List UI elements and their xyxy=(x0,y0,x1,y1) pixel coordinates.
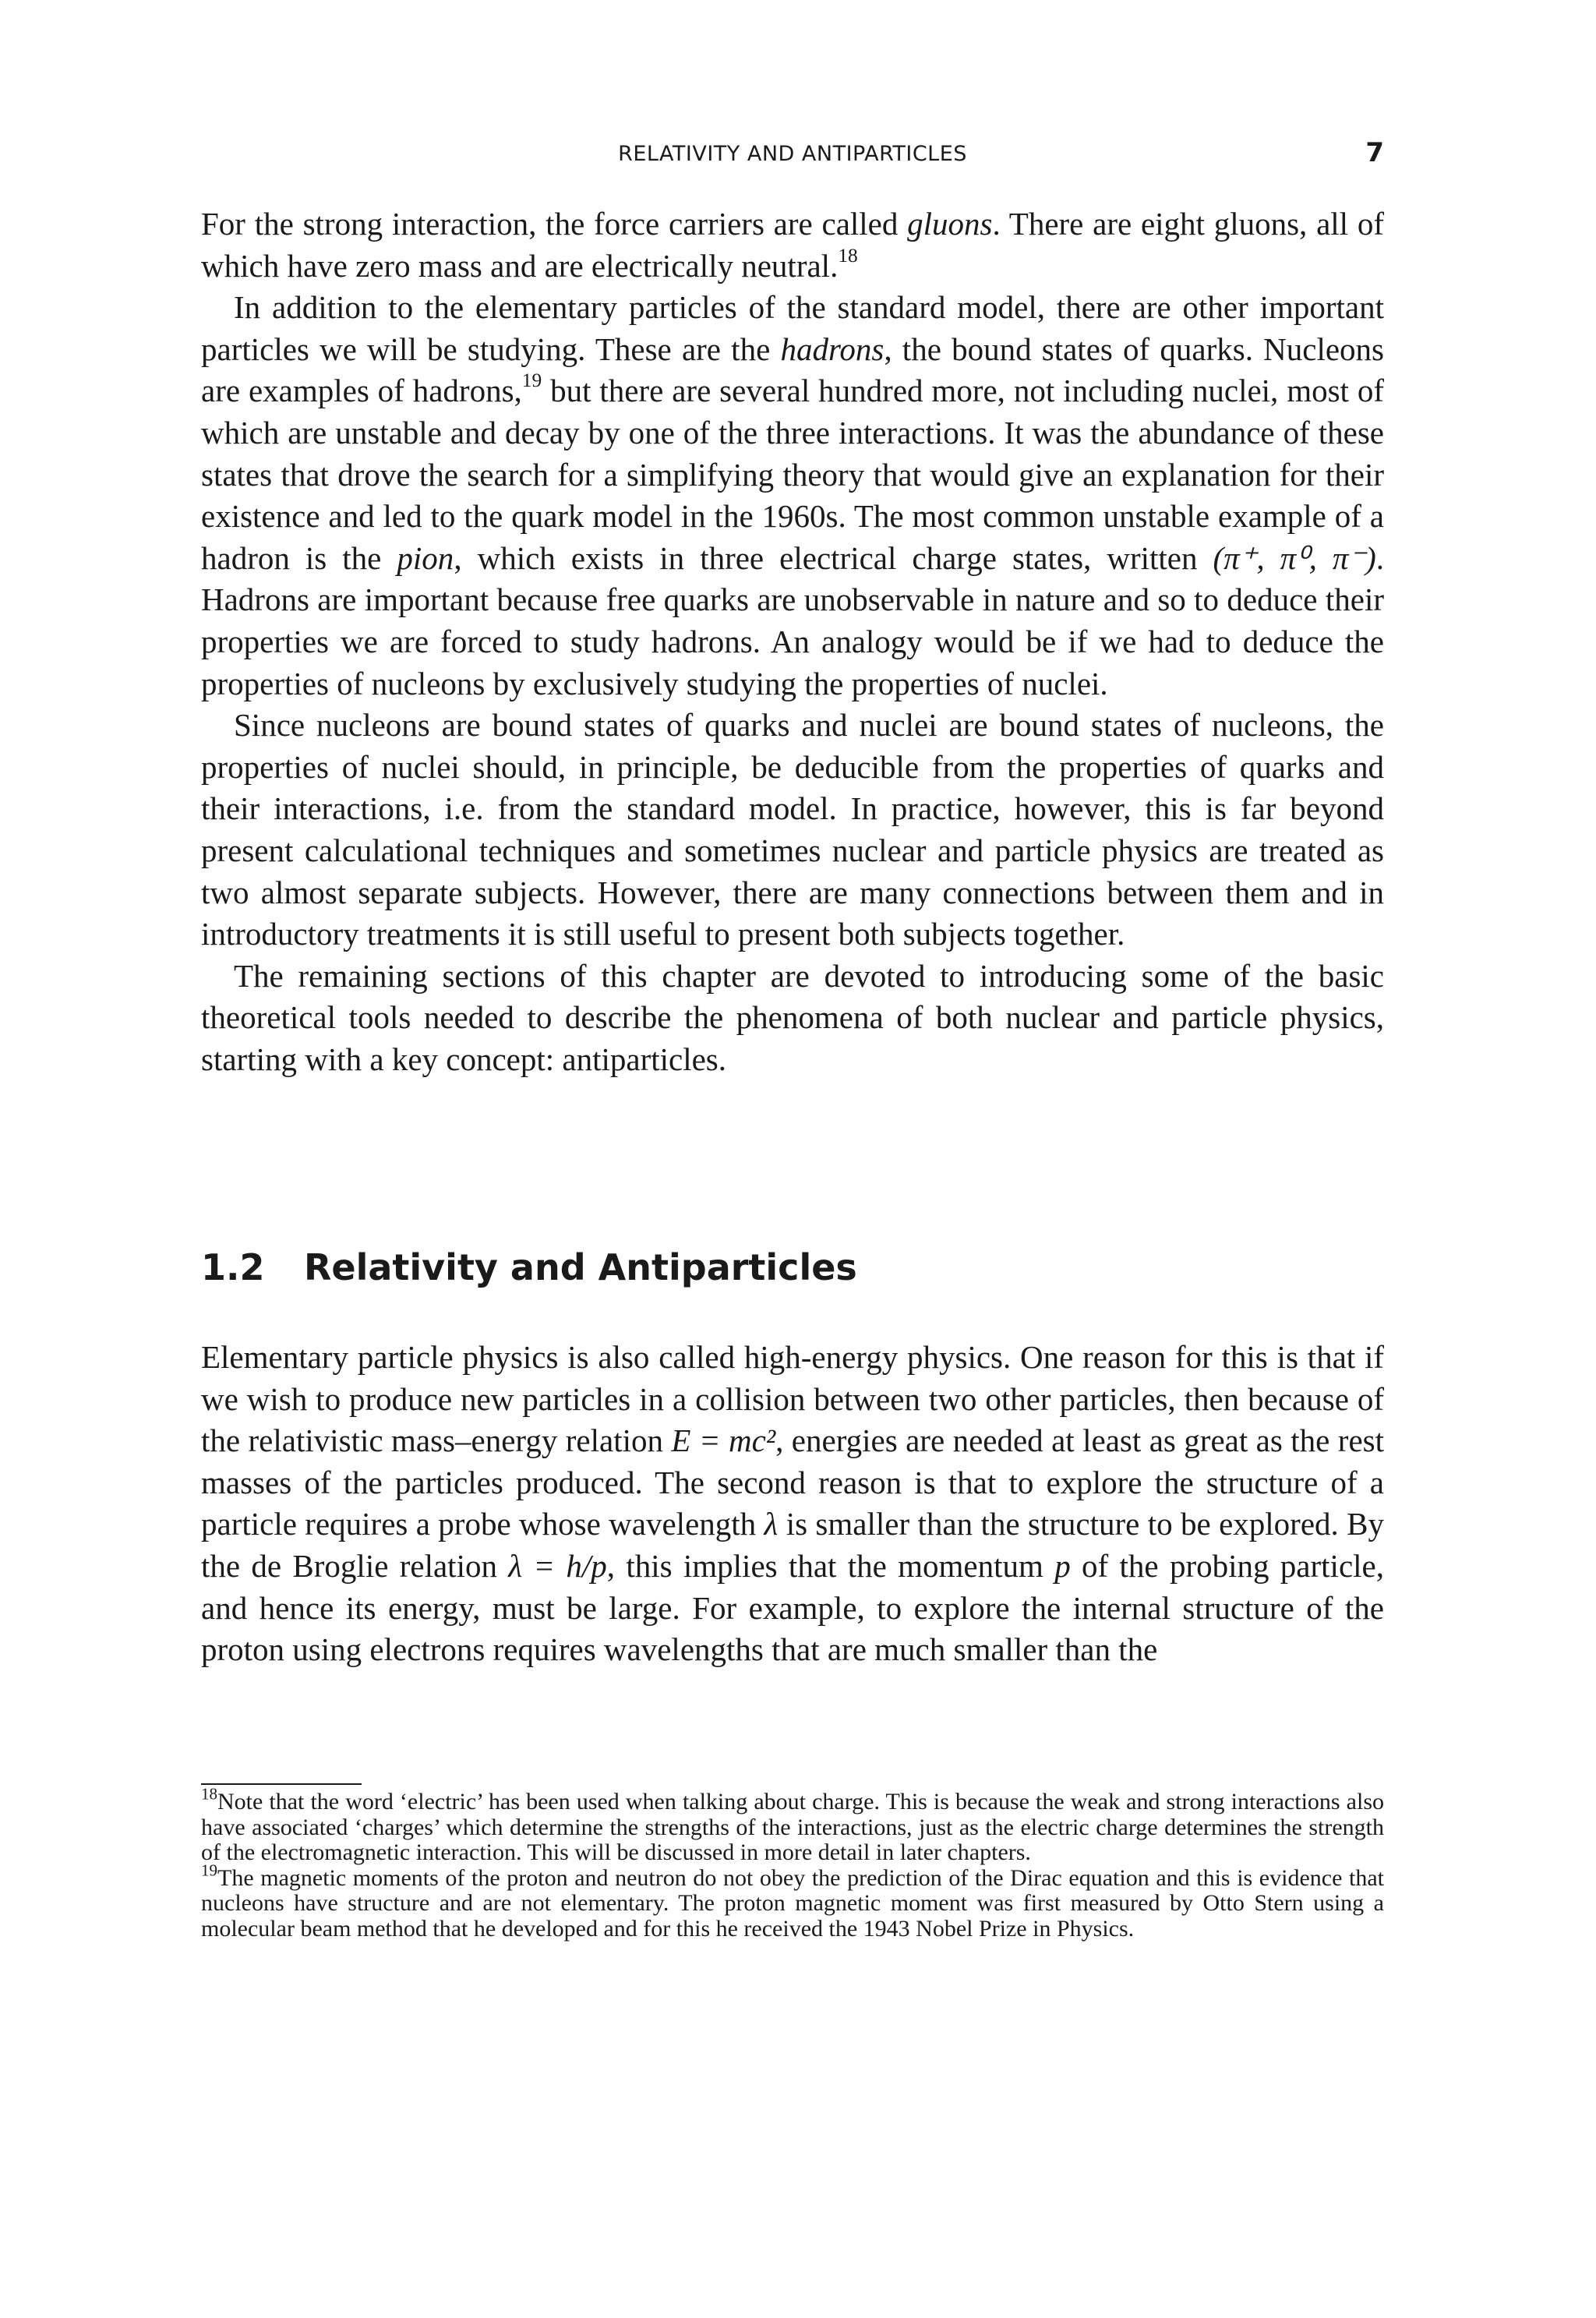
footnote-divider xyxy=(201,1783,362,1785)
footnote-18: $^{18}$Note that the word ‘electric’ has been used when talking about charge. This is because the weak and strong interactions also have associated ‘charges’ which determine the strengths of the interactions, just as the electric charge determines the strength of the electromagnetic interaction. This will be discussed in more detail in later chapters. xyxy=(201,1784,1384,1865)
equation-de-broglie: λ = h/p xyxy=(508,1547,607,1584)
pion-charge-states: (π⁺, π⁰, π⁻) xyxy=(1213,539,1376,576)
term-gluons: gluons xyxy=(907,206,993,242)
body-text-top xyxy=(201,203,1384,1080)
footnote-number: 18 xyxy=(201,1784,217,1804)
footnote-ref-19: 19 xyxy=(521,369,542,392)
section-title: Relativity and Antiparticles xyxy=(304,1246,857,1288)
symbol-lambda: λ xyxy=(764,1506,779,1542)
paragraph-nucleons: Since nucleons are bound states of quarks and nuclei are bound states of nucleons, the properties of nuclei should, in principle, be deducible from the properties of quarks and their interactions, i.e. from the standard model. In practice, however, this is far beyond present calculational techniques and sometimes nuclear and particle physics are treated as two almost separate subjects. However, there are many connections between them and in introductory treatments it is still useful to present both subjects together. xyxy=(201,707,1384,952)
term-pion: pion xyxy=(397,539,454,576)
paragraph-remaining-sections: The remaining sections of this chapter are devoted to introducing some of the basic theoretical tools needed to describe the phenomena of both nuclear and particle physics, starting with a key concept: antiparticles. xyxy=(201,957,1384,1077)
paragraph-gluons: For the strong interaction, the force carriers are called gluons. There are eight gluons, all of which have zero mass and are electrically neutral.$^{18}$ xyxy=(201,206,1384,284)
term-hadrons: hadrons xyxy=(780,330,885,367)
section-heading xyxy=(201,1246,1384,1288)
section-number: 1.2 xyxy=(201,1246,265,1288)
body-text-section xyxy=(201,1337,1384,1671)
page-number: 7 xyxy=(1365,137,1384,168)
equation-mass-energy: E = mc² xyxy=(671,1422,776,1459)
running-head xyxy=(201,137,1384,175)
running-title: RELATIVITY AND ANTIPARTICLES xyxy=(618,142,967,166)
paragraph-hadrons: In addition to the elementary particles of the standard model, there are other important particles we will be studying. These are the hadrons, the bound states of quarks. Nucleons are examples of hadrons,$^{19}$ but there are several hundred more, not including nuclei, most of which are unstable and decay by one of the three interactions. It was the abundance of these states that drove the search for a simplifying theory that would give an explanation for their existence and led to the quark model in the 1960s. The most common unstable example of a hadron is the pion, which exists in three electrical charge states, written (π⁺, π⁰, π⁻). Hadrons are important because free quarks are unobservable in nature and so to deduce their properties we are forced to study hadrons. An analogy would be if we had to deduce the properties of nucleons by exclusively studying the properties of nuclei. xyxy=(201,289,1384,701)
footnote-number: 19 xyxy=(201,1860,217,1879)
footnote-ref-18: 18 xyxy=(838,244,858,267)
symbol-momentum: p xyxy=(1054,1547,1071,1584)
footnote-19: $^{19}$The magnetic moments of the proton and neutron do not obey the prediction of the Dirac equation and this is evidence that nucleons have structure and are not elementary. The proton magnetic moment was first measured by Otto Stern using a molecular beam method that he developed and for this he received the 1943 Nobel Prize in Physics. xyxy=(201,1860,1384,1942)
paragraph-high-energy: Elementary particle physics is also called high-energy physics. One reason for this is that if we wish to produce new particles in a collision between two other particles, then because of the relativistic mass–energy relation E = mc², energies are needed at least as great as the rest masses of the particles produced. The second reason is that to explore the structure of a particle requires a probe whose wavelength λ is smaller than the structure to be explored. By the de Broglie relation λ = h/p, this implies that the momentum p of the probing particle, and hence its energy, must be large. For example, to explore the internal structure of the proton using electrons requires wavelengths that are much smaller than the xyxy=(201,1339,1384,1668)
footnotes xyxy=(201,1784,1384,1942)
